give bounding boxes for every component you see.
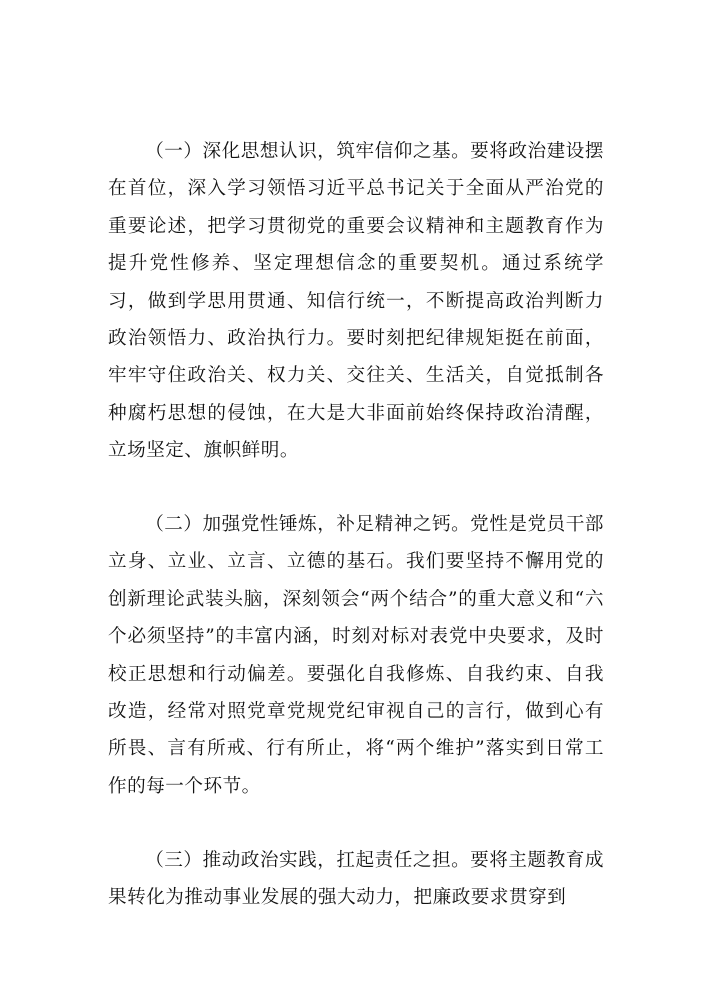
paragraph-1: （一）深化思想认识，筑牢信仰之基。要将政治建设摆在首位，深入学习领悟习近平总书记关于全面从严治党的重要论述，把学习贯彻党的重要会议精神和主题教育作为提升党性修养、坚定理想信念的重要契机。通过系统学习，做到学思用贯通、知信行统一，不断提高政治判断力政治领悟力、政治执行力。要时刻把纪律规矩挺在前面，牢牢守住政治关、权力关、交往关、生活关，自觉抵制各种腐朽思想的侵蚀，在大是大非面前始终保持政治清醒，立场坚定、旗帜鲜明。 (108, 141, 604, 462)
paragraph-3: （三）推动政治实践，扛起责任之担。要将主题教育成果转化为推动事业发展的强大动力，把廉政要求贯穿到 (108, 850, 604, 909)
paragraph-2: （二）加强党性锤炼，补足精神之钙。党性是党员干部立身、立业、立言、立德的基石。我们要坚持不懈用党的创新理论武装头脑，深刻领会“两个结合”的重大意义和“六个必须坚持”的丰富内涵，时刻对标对表党中央要求，及时校正思想和行动偏差。要强化自我修炼、自我约束、自我改造，经常对照党章党规党纪审视自己的言行，做到心有所畏、言有所戒、行有所止，将“两个维护”落实到日常工作的每一个环节。 (108, 514, 604, 797)
